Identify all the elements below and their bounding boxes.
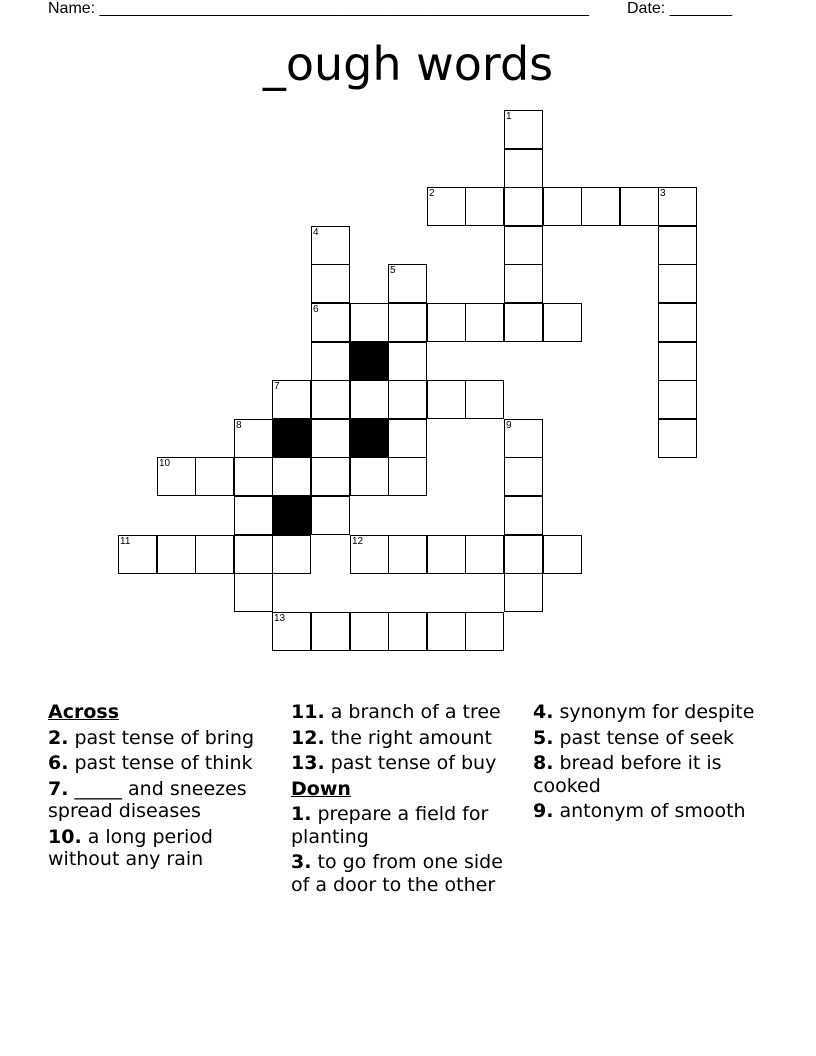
black-square [272, 496, 311, 535]
grid-cell[interactable] [388, 535, 427, 574]
grid-cell[interactable] [311, 264, 350, 303]
clue-item-number: 8. [533, 752, 554, 774]
clue-item-text: past tense of buy [324, 752, 497, 774]
clue-item-number: 6. [48, 752, 69, 774]
grid-cell[interactable] [311, 226, 350, 265]
grid-cell[interactable] [504, 573, 543, 612]
clue-item-text: bread before it is cooked [533, 752, 722, 797]
clue-item-number: 4. [533, 701, 554, 723]
clue-number: 1 [506, 111, 512, 122]
grid-cell[interactable] [504, 187, 543, 226]
grid-cell[interactable] [427, 380, 466, 419]
clue-item [533, 727, 765, 750]
grid-cell[interactable] [465, 303, 504, 342]
grid-cell[interactable] [504, 226, 543, 265]
grid-cell[interactable] [504, 457, 543, 496]
grid-cell[interactable] [157, 457, 196, 496]
grid-cell[interactable] [427, 303, 466, 342]
clue-item-text: past tense of bring [68, 726, 254, 749]
clue-item [291, 803, 523, 848]
grid-cell[interactable] [658, 187, 697, 226]
clue-item [291, 727, 523, 750]
clue-item [48, 778, 280, 823]
grid-cell[interactable] [234, 573, 273, 612]
clue-item [48, 826, 280, 871]
grid-cell[interactable] [658, 226, 697, 265]
grid-cell[interactable] [504, 535, 543, 574]
clue-item-text: the right amount [324, 726, 492, 749]
clue-item-text: past tense of seek [553, 726, 735, 749]
grid-cell[interactable] [388, 264, 427, 303]
clue-item-text: to go from one side of a door to the other [291, 851, 503, 896]
name-line: Name: _______________________________________________________ [48, 0, 589, 17]
grid-cell[interactable] [581, 187, 620, 226]
grid-cell[interactable] [195, 535, 234, 574]
grid-cell[interactable] [658, 419, 697, 458]
grid-cell[interactable] [388, 457, 427, 496]
section-heading: Across [48, 701, 120, 723]
clue-item [291, 701, 523, 724]
grid-cell[interactable] [465, 535, 504, 574]
clue-item-number: 12. [291, 726, 325, 749]
grid-cell[interactable] [311, 380, 350, 419]
grid-cell[interactable] [118, 535, 157, 574]
grid-cell[interactable] [311, 303, 350, 342]
grid-cell[interactable] [350, 457, 389, 496]
grid-cell[interactable] [504, 419, 543, 458]
clue-item-number: 2. [48, 726, 69, 749]
grid-cell[interactable] [350, 535, 389, 574]
grid-cell[interactable] [388, 303, 427, 342]
clue-item-number: 7. [48, 777, 69, 800]
grid-cell[interactable] [465, 612, 504, 651]
black-square [350, 419, 389, 458]
clue-item-text: antonym of smooth [553, 800, 746, 822]
clue-item-number: 5. [533, 726, 554, 749]
grid-cell[interactable] [388, 342, 427, 381]
clue-item-text: a long period without any rain [48, 825, 213, 870]
grid-cell[interactable] [543, 303, 582, 342]
grid-cell[interactable] [234, 457, 273, 496]
clue-column-1 [48, 701, 280, 874]
grid-cell[interactable] [658, 380, 697, 419]
clue-item-number: 9. [533, 800, 554, 822]
grid-cell[interactable] [350, 380, 389, 419]
clue-number: 13 [274, 613, 286, 624]
clue-item-number: 11. [291, 701, 325, 723]
grid-cell[interactable] [427, 187, 466, 226]
grid-cell[interactable] [350, 303, 389, 342]
clue-number: 12 [352, 536, 364, 547]
clue-item-text: prepare a field for planting [291, 803, 489, 848]
clue-number: 6 [313, 304, 319, 315]
black-square [350, 342, 389, 381]
grid-cell[interactable] [658, 342, 697, 381]
clue-number: 2 [429, 188, 435, 199]
grid-cell[interactable] [427, 535, 466, 574]
grid-cell[interactable] [157, 535, 196, 574]
page-title: _ough words [262, 37, 554, 91]
grid-cell[interactable] [658, 264, 697, 303]
grid-cell[interactable] [234, 496, 273, 535]
grid-cell[interactable] [504, 110, 543, 149]
clue-column-3 [533, 701, 765, 826]
grid-cell[interactable] [504, 303, 543, 342]
clue-item-text: a branch of a tree [324, 701, 501, 723]
date-line: Date: _______ [627, 0, 732, 17]
grid-cell[interactable] [388, 380, 427, 419]
clue-item [291, 851, 523, 896]
grid-cell[interactable] [195, 457, 234, 496]
grid-cell[interactable] [465, 380, 504, 419]
clue-item-number: 1. [291, 803, 312, 825]
clue-number: 9 [506, 420, 512, 431]
grid-cell[interactable] [234, 535, 273, 574]
grid-cell[interactable] [311, 342, 350, 381]
grid-cell[interactable] [350, 612, 389, 651]
grid-cell[interactable] [311, 419, 350, 458]
clue-column-2 [291, 701, 523, 899]
grid-cell[interactable] [311, 457, 350, 496]
clue-item [533, 701, 765, 724]
clue-item-text: synonym for despite [553, 701, 755, 723]
section-heading: Down [291, 777, 351, 800]
clue-item [291, 752, 523, 775]
clue-item-number: 10. [48, 825, 82, 848]
grid-cell[interactable] [543, 535, 582, 574]
grid-cell[interactable] [272, 535, 311, 574]
grid-cell[interactable] [465, 187, 504, 226]
grid-cell[interactable] [543, 187, 582, 226]
clue-item [533, 752, 765, 797]
grid-cell[interactable] [658, 303, 697, 342]
clue-item-number: 13. [291, 752, 325, 774]
clue-number: 8 [236, 420, 242, 431]
grid-cell[interactable] [427, 612, 466, 651]
clue-number: 3 [660, 188, 666, 199]
clue-item [48, 752, 280, 775]
clue-item-text: past tense of think [68, 752, 253, 774]
clue-item-number: 3. [291, 851, 312, 873]
grid-cell[interactable] [504, 149, 543, 188]
grid-cell[interactable] [388, 612, 427, 651]
grid-cell[interactable] [311, 496, 350, 535]
clue-item-text: _____ and sneezes spread diseases [48, 777, 247, 822]
clue-number: 5 [390, 265, 396, 276]
clue-number: 4 [313, 227, 319, 238]
clue-item [533, 800, 765, 823]
clue-number: 7 [274, 381, 280, 392]
black-square [272, 419, 311, 458]
grid-cell[interactable] [272, 380, 311, 419]
grid-cell[interactable] [388, 419, 427, 458]
grid-cell[interactable] [620, 187, 659, 226]
grid-cell[interactable] [272, 457, 311, 496]
clue-number: 10 [159, 458, 171, 469]
grid-cell[interactable] [234, 419, 273, 458]
grid-cell[interactable] [272, 612, 311, 651]
grid-cell[interactable] [311, 612, 350, 651]
grid-cell[interactable] [504, 264, 543, 303]
clue-item [48, 727, 280, 750]
clue-number: 11 [120, 536, 131, 547]
grid-cell[interactable] [504, 496, 543, 535]
